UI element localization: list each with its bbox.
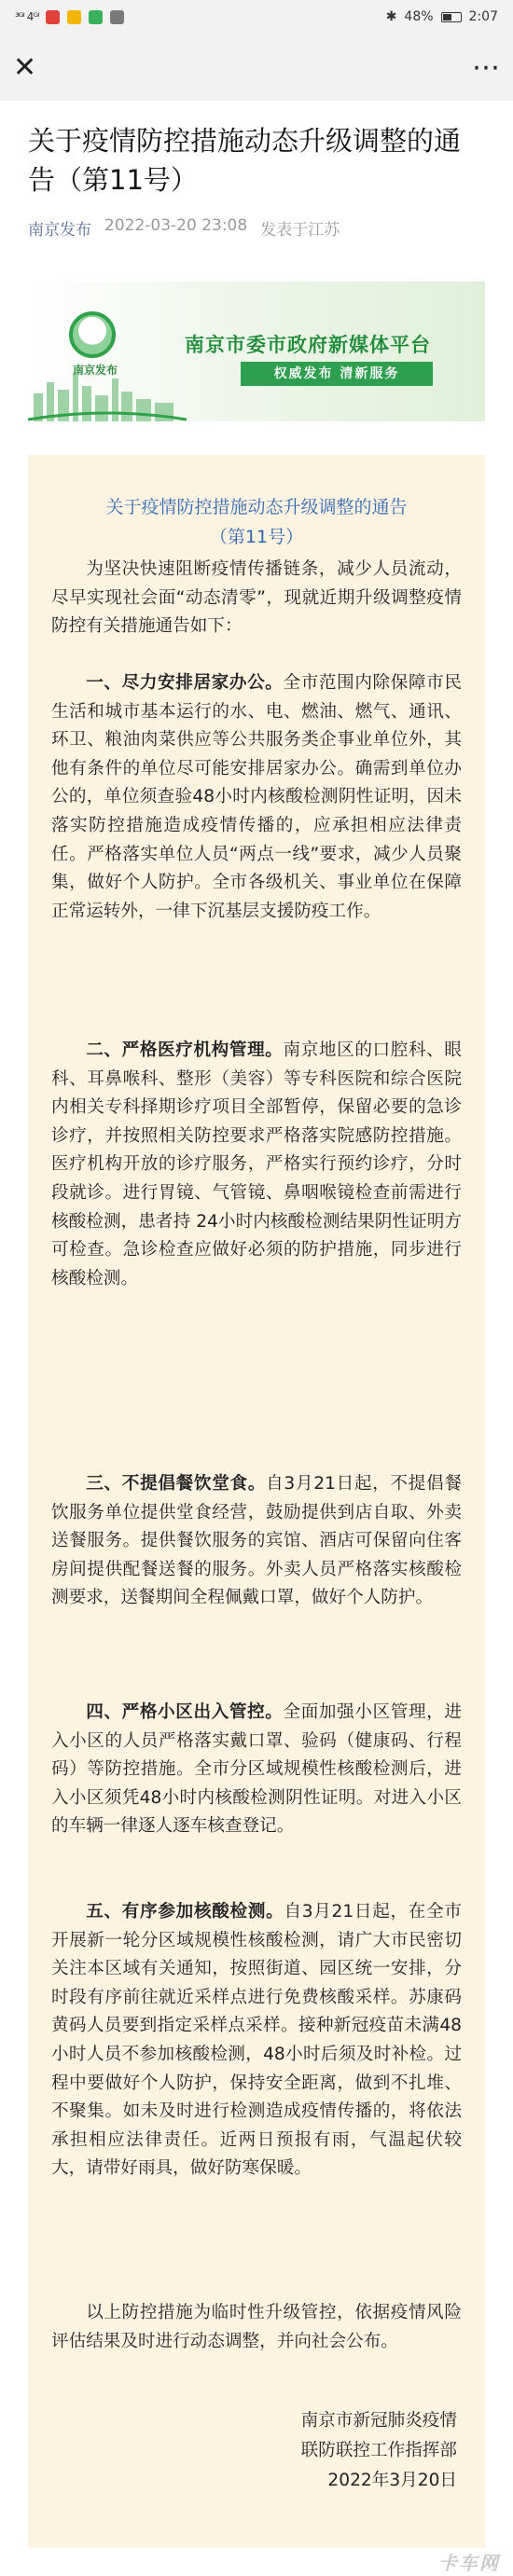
nav-bar	[0, 34, 513, 101]
app-notification-icon	[89, 10, 103, 24]
signature-org-line1: 南京市新冠肺炎疫情	[300, 2411, 457, 2431]
notice-title-line1: 关于疫情防控措施动态升级调整的通告	[105, 497, 408, 517]
status-left	[15, 10, 124, 24]
clock: 2:07	[468, 9, 498, 24]
section-1-heading: 一、尽力安排居家办公。	[86, 673, 284, 693]
signal-indicator: ³ᴳᴵ 4ᴳᴵ	[15, 10, 39, 23]
signature-date: 2022年3月20日	[327, 2471, 457, 2490]
bluetooth-icon: ✱	[385, 9, 397, 24]
section-2-heading: 二、严格医疗机构管理。	[86, 1040, 284, 1060]
notice-title-line2: （第11号）	[209, 527, 304, 547]
notice-intro: 为坚决快速阻断疫情传播链条，减少人员流动，尽早实现社会面“动态清零”，现就近期升级调整疫情防控有关措施通告如下：	[51, 559, 462, 637]
section-3-heading: 三、不提倡餐饮堂食。	[86, 1474, 267, 1494]
battery-label: 48%	[404, 9, 434, 24]
app-notification-icon	[110, 10, 124, 24]
banner-headline: 南京市委市政府新媒体平台	[185, 334, 431, 356]
site-watermark: 卡车网	[438, 2552, 500, 2574]
banner-subline: 权威发布 清新服务	[241, 362, 433, 386]
more-options-icon[interactable]: ⋯	[472, 50, 500, 84]
notice-closing: 以上防控措施为临时性升级管控，依据疫情风险评估结果及时进行动态调整，并向社会公布。	[51, 2303, 462, 2351]
article-title: 关于疫情防控措施动态升级调整的通告（第11号）	[28, 125, 462, 196]
section-1-body: 全市范围内除保障市民生活和城市基本运行的水、电、燃油、燃气、通讯、环卫、粮油肉菜供应等公共服务类企事业单位外，其他有条件的单位尽可能安排居家办公。确需到单位办公的，单位须查验48小时内核酸检测阴性证明，因未落实防控措施造成疫情传播的，应承担相应法律责任。严格落实单位人员“两点一线”要求，减少人员聚集，做好个人防护。全市各级机关、事业单位在保障正常运转外，一律下沉基层支援防疫工作。	[51, 673, 462, 921]
notice-section-3	[51, 1470, 462, 1613]
app-notification-icon	[46, 10, 60, 24]
banner-logo-text: 南京发布	[72, 364, 118, 377]
section-2-body: 南京地区的口腔科、眼科、耳鼻喉科、整形（美容）等专科医院和综合医院内相关专科择期诊疗项目全部暂停，保留必要的急诊诊疗，并按照相关防控要求严格落实院感防控措施。医疗机构开放的诊疗服务，严格实行预约诊疗，分时段就诊。进行胃镜、气管镜、鼻咽喉镜检查前需进行核酸检测，患者持 24小时内核酸检测结果阴性证明方可检查。急诊检查应做好必须的防护措施，同步进行核酸检测。	[51, 1040, 462, 1288]
notice-section-1	[51, 669, 462, 926]
close-icon[interactable]: ✕	[13, 50, 37, 84]
account-name-link[interactable]: 南京发布	[28, 221, 91, 240]
article-meta	[28, 216, 340, 240]
notice-section-2	[51, 1037, 462, 1293]
notice-title	[28, 492, 485, 552]
notice-section-4	[51, 1699, 462, 1841]
app-notification-icon	[67, 10, 81, 24]
section-5-heading: 五、有序参加核酸检测。	[86, 1902, 284, 1922]
notice-section-5	[51, 1898, 462, 2183]
banner-image	[28, 282, 485, 421]
publish-location: 发表于江苏	[260, 221, 340, 240]
publish-datetime: 2022-03-20 23:08	[104, 216, 248, 235]
status-right	[386, 9, 498, 24]
signature-org-line2: 联防联控工作指挥部	[300, 2441, 457, 2460]
section-5-body: 自3月21日起，在全市开展新一轮分区域规模性核酸检测，请广大市民密切关注本区域有关通知，按照街道、园区统一安排，分时段有序前往就近采样点进行免费核酸采样。苏康码黄码人员要到指定采样点采样。接种新冠疫苗未满48小时人员不参加核酸检测，48小时后须及时补检。过程中要做好个人防护，保持安全距离，做到不扎堆、不聚集。如未及时进行检测造成疫情传播的，将依法承担相应法律责任。近两日预报有雨，气温起伏较大，请带好雨具，做好防寒保暖。	[51, 1902, 462, 2179]
section-3-body: 自3月21日起，不提倡餐饮服务单位提供堂食经营，鼓励提供到店自取、外卖送餐服务。提供餐饮服务的宾馆、酒店可保留向住客房间提供配餐送餐的服务。外卖人员严格落实核酸检测要求，送餐期间全程佩戴口罩，做好个人防护。	[51, 1474, 462, 1608]
section-4-body: 全面加强小区管理，进入小区的人员严格落实戴口罩、验码（健康码、行程码）等防控措施。全市分区域规模性核酸检测后，进入小区须凭48小时内核酸检测阴性证明。对进入小区的车辆一律逐人逐车核查登记。	[51, 1702, 462, 1837]
section-4-heading: 四、严格小区出入管控。	[86, 1702, 284, 1722]
status-bar	[0, 0, 513, 34]
battery-icon	[441, 12, 462, 22]
nanjing-release-logo-icon	[69, 311, 116, 358]
